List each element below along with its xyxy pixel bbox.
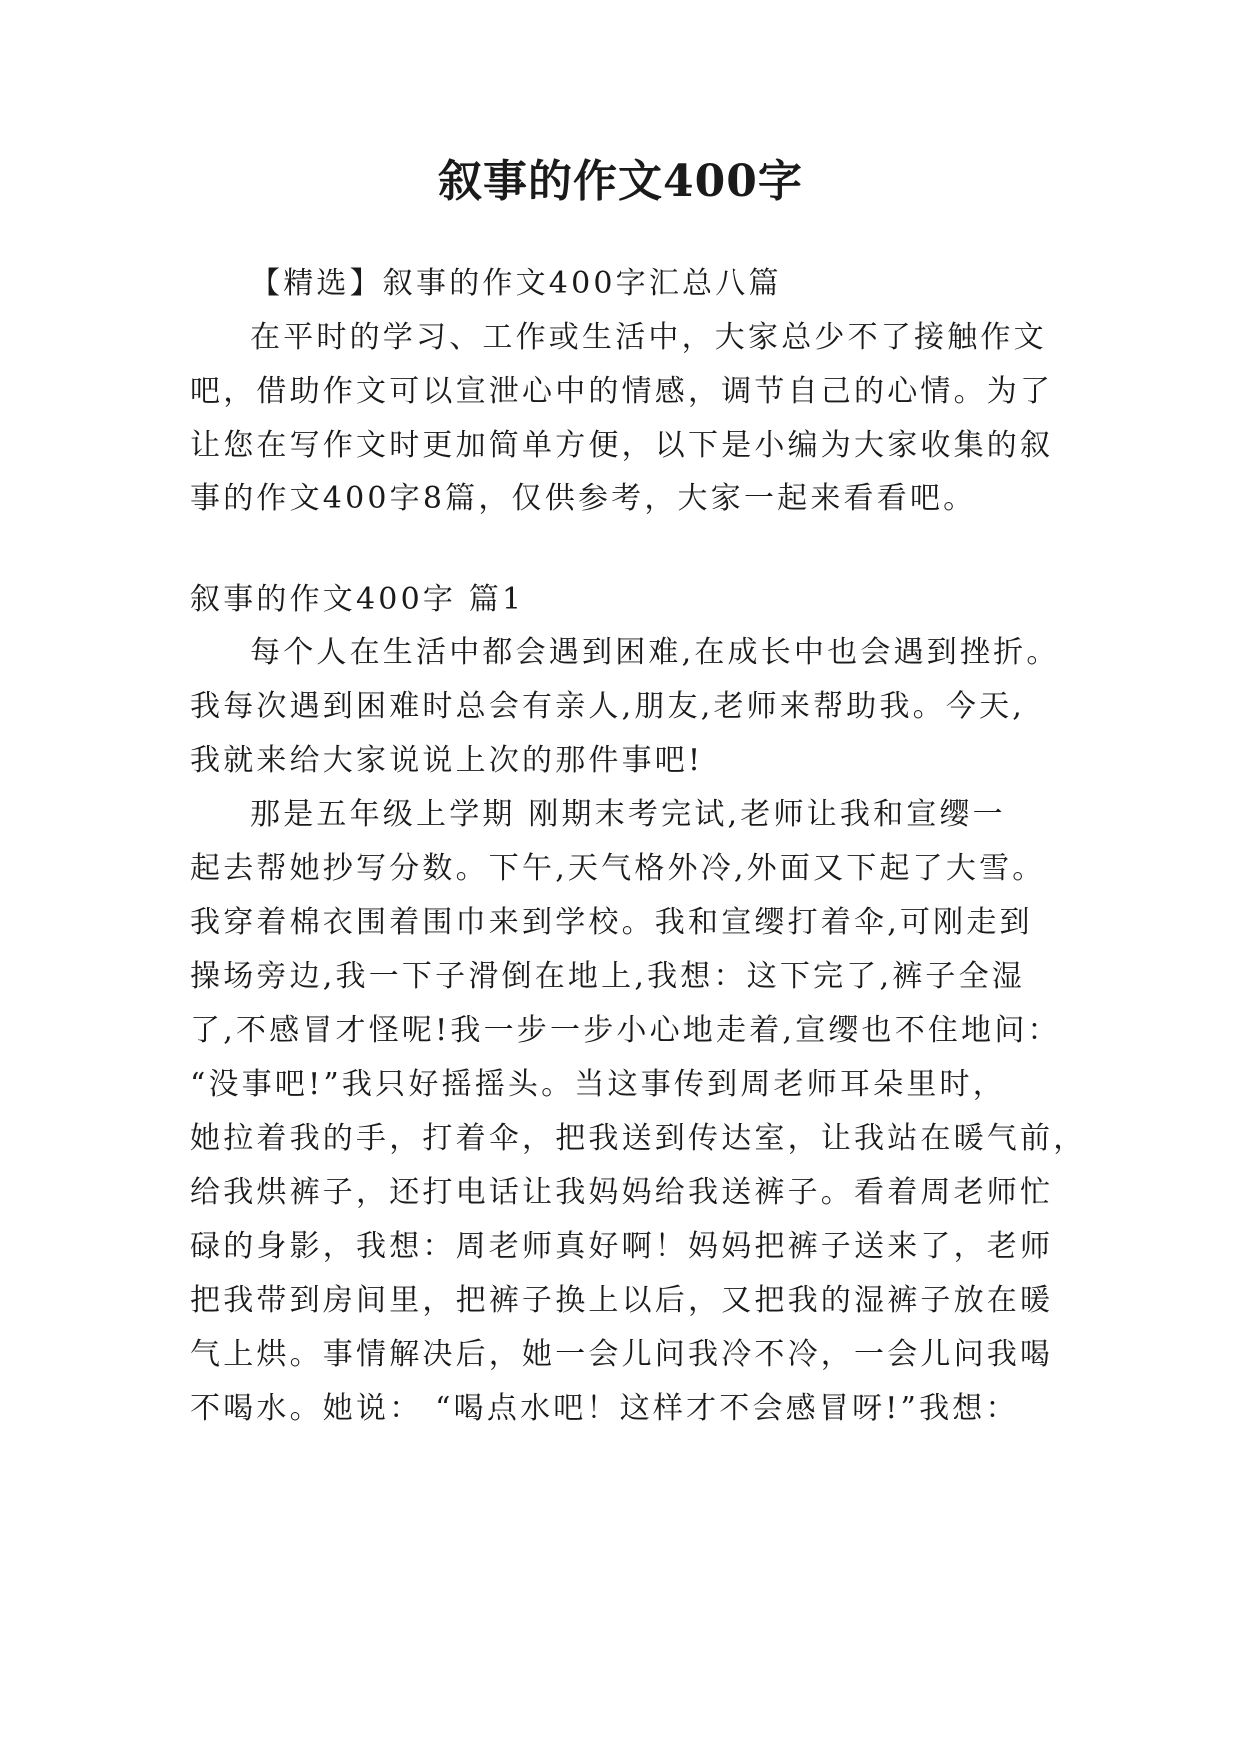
section-heading: 叙事的作文400字 篇1 [190,582,525,617]
body-line: 我每次遇到困难时总会有亲人,朋友,老师来帮助我。今天, [190,689,1026,724]
body-line: 那是五年级上学期 刚期末考完试,老师让我和宣缨一 [250,797,1006,832]
intro-line: 吧，借助作文可以宣泄心中的情感，调节自己的心情。为了 [190,374,1054,409]
body-line: 了,不感冒才怪呢!我一步一步小心地走着,宣缨也不住地问： [190,1013,1061,1048]
intro-line: 事的作文400字8篇，仅供参考，大家一起来看看吧。 [190,481,977,516]
body-line: 我就来给大家说说上次的那件事吧! [190,743,704,778]
body-line: 我穿着棉衣围着围巾来到学校。我和宣缨打着伞,可刚走到 [190,905,1033,940]
body-line: 每个人在生活中都会遇到困难,在成长中也会遇到挫折。 [250,635,1060,670]
body-line: 给我烘裤子，还打电话让我妈妈给我送裤子。看着周老师忙 [190,1175,1054,1210]
intro-line: 让您在写作文时更加简单方便，以下是小编为大家收集的叙 [190,428,1054,463]
intro-line: 在平时的学习、工作或生活中，大家总少不了接触作文 [250,320,1047,355]
body-line: 不喝水。她说： “喝点水吧！这样才不会感冒呀!”我想： [190,1391,1019,1426]
body-line: 碌的身影，我想：周老师真好啊！妈妈把裤子送来了，老师 [190,1229,1054,1264]
body-line: 她拉着我的手，打着伞，把我送到传达室，让我站在暖气前， [190,1121,1087,1156]
body-line: 气上烘。事情解决后，她一会儿问我冷不冷，一会儿问我喝 [190,1337,1054,1372]
document-title: 叙事的作文400字 [438,156,803,207]
body-line: 把我带到房间里，把裤子换上以后，又把我的湿裤子放在暖 [190,1283,1054,1318]
body-line: “没事吧!”我只好摇摇头。当这事传到周老师耳朵里时， [190,1067,1006,1102]
subtitle-line: 【精选】叙事的作文400字汇总八篇 [250,266,782,301]
body-line: 起去帮她抄写分数。下午,天气格外冷,外面又下起了大雪。 [190,851,1046,886]
body-line: 操场旁边,我一下子滑倒在地上,我想：这下完了,裤子全湿 [190,959,1026,994]
